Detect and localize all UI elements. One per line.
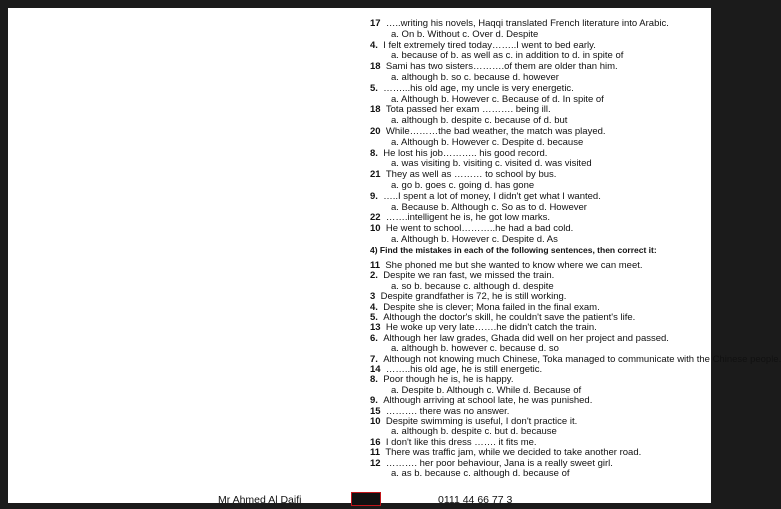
question-text: Sami has two sisters……….of them are older than him. <box>385 61 618 73</box>
section-title: 4) Find the mistakes in each of the following sentences, then correct it: <box>370 245 657 255</box>
question-number: 7. <box>370 353 378 365</box>
question-number: 8. <box>370 147 378 159</box>
options-text: a. although b. despite c. but d. because <box>391 426 557 438</box>
question-item <box>370 312 635 323</box>
options-text: a. because of b. as well as c. in addition to d. in spite of <box>391 50 624 62</box>
question-text: …..I spent a lot of money, I didn't get what I wanted. <box>383 190 601 202</box>
question-text: I felt extremely tired today……..I went to bed early. <box>383 39 596 51</box>
question-text: Although her law grades, Ghada did well on her project and passed. <box>383 332 669 344</box>
question-text: There was traffic jam, while we decided to take another road. <box>385 447 642 459</box>
footer-logo-box <box>351 492 381 506</box>
question-number: 21 <box>370 169 381 181</box>
question-item <box>370 83 574 94</box>
question-item <box>370 191 601 202</box>
answer-options <box>391 385 581 396</box>
question-number: 11 <box>370 260 381 271</box>
question-number: 9. <box>370 395 378 407</box>
question-item <box>370 40 596 51</box>
answer-options <box>391 281 554 292</box>
question-number: 14 <box>370 364 381 375</box>
options-text: a. go b. goes c. going d. has gone <box>391 180 535 191</box>
options-text: a. Although b. However c. Because of d. In spite of <box>391 93 604 105</box>
question-text: I don't like this dress ……. it fits me. <box>385 436 537 448</box>
options-text: a. Although b. However c. Despite d. As <box>391 234 558 245</box>
answer-options <box>391 343 559 354</box>
question-item <box>370 437 537 448</box>
answer-options <box>391 426 557 437</box>
question-item <box>370 223 573 234</box>
question-item <box>370 302 600 313</box>
question-item <box>370 270 554 281</box>
question-number: 11 <box>370 447 381 459</box>
answer-options <box>391 94 604 105</box>
question-text: Although the doctor's skill, he couldn't save the patient's life. <box>383 312 636 323</box>
question-text: Despite she is clever; Mona failed in the final exam. <box>383 301 600 313</box>
question-number: 18 <box>370 61 381 73</box>
question-text: While………the bad weather, the match was played. <box>385 126 606 137</box>
options-text: a. Because b. Although c. So as to d. However <box>391 201 587 213</box>
answer-options <box>391 468 570 479</box>
question-number: 4. <box>370 301 378 313</box>
options-text: a. Although b. However c. Despite d. because <box>391 136 584 148</box>
question-item <box>370 126 606 137</box>
answer-options <box>391 50 623 61</box>
question-item <box>370 374 514 385</box>
worksheet-page <box>8 8 781 506</box>
question-number: 12 <box>370 457 381 469</box>
answer-options <box>391 115 567 126</box>
question-item <box>370 416 577 427</box>
question-item <box>370 260 643 271</box>
question-item <box>370 406 509 417</box>
question-text: ……...his old age, my uncle is very energetic. <box>383 82 574 94</box>
question-text: Although arriving at school late, he was punished. <box>383 395 593 407</box>
answer-options <box>391 72 559 83</box>
question-number: 2. <box>370 270 378 282</box>
question-number: 5. <box>370 82 378 94</box>
question-item <box>370 212 550 223</box>
answer-options <box>391 202 587 213</box>
question-text: Although not knowing much Chinese, Toka managed to communicate with the Chinese people. <box>383 353 781 365</box>
question-item <box>370 333 669 344</box>
question-text: They as well as ……… to school by bus. <box>385 169 557 181</box>
question-item <box>370 61 618 72</box>
question-number: 5. <box>370 312 378 323</box>
question-number: 3 <box>370 291 376 303</box>
question-text: He went to school………..he had a bad cold. <box>385 223 574 235</box>
options-text: a. although b. despite c. because of d. but <box>391 115 568 127</box>
question-number: 22 <box>370 212 381 224</box>
question-number: 8. <box>370 374 378 386</box>
question-item <box>370 169 556 180</box>
options-text: a. as b. because c. although d. because of <box>391 468 570 479</box>
question-item <box>370 458 613 469</box>
question-number: 10 <box>370 223 381 235</box>
question-number: 9. <box>370 190 378 202</box>
question-text: ………. her poor behaviour, Jana is a really sweet girl. <box>385 457 613 469</box>
question-number: 17 <box>370 18 381 29</box>
question-item <box>370 322 597 333</box>
question-text: She phoned me but she wanted to know where we can meet. <box>385 260 643 271</box>
question-text: Despite swimming is useful, I don't practice it. <box>385 416 578 427</box>
answer-options <box>391 158 592 169</box>
question-number: 6. <box>370 332 378 344</box>
options-text: a. although b. however c. because d. so <box>391 343 559 355</box>
question-text: Despite grandfather is 72, he is still working. <box>380 291 567 303</box>
answer-options <box>391 29 538 40</box>
answer-options <box>391 234 558 245</box>
question-text: ………. there was no answer. <box>385 405 510 417</box>
question-text: Despite we ran fast, we missed the train. <box>383 270 555 282</box>
question-text: He woke up very late…….he didn't catch the train. <box>385 322 597 334</box>
options-text: a. so b. because c. although d. despite <box>391 280 554 292</box>
question-number: 15 <box>370 405 381 417</box>
question-number: 20 <box>370 126 381 137</box>
options-text: a. although b. so c. because d. however <box>391 72 559 83</box>
teacher-name: Mr Ahmed Al Daifi <box>218 494 302 506</box>
question-text: …….intelligent he is, he got low marks. <box>385 212 551 224</box>
options-text: a. On b. Without c. Over d. Despite <box>391 28 539 40</box>
question-text: …..writing his novels, Haqqi translated French literature into Arabic. <box>385 18 669 29</box>
answer-options <box>391 137 583 148</box>
question-item <box>370 104 551 115</box>
question-number: 13 <box>370 322 381 334</box>
question-number: 10 <box>370 416 381 427</box>
question-item <box>370 291 566 302</box>
question-item <box>370 395 592 406</box>
options-text: a. was visiting b. visiting c. visited d. was visited <box>391 158 592 170</box>
options-text: a. Despite b. Although c. While d. Because of <box>391 384 582 396</box>
question-number: 18 <box>370 104 381 116</box>
question-text: He lost his job……….. his good record. <box>383 147 548 159</box>
question-item <box>370 447 641 458</box>
answer-options <box>391 180 534 191</box>
question-item <box>370 18 669 29</box>
question-number: 4. <box>370 39 378 51</box>
question-item <box>370 364 542 375</box>
question-text: Poor though he is, he is happy. <box>383 374 514 386</box>
question-item <box>370 354 781 365</box>
teacher-phone: 0111 44 66 77 3 <box>438 494 513 506</box>
question-number: 16 <box>370 436 381 448</box>
question-item <box>370 148 547 159</box>
question-text: Tota passed her exam ………. being ill. <box>385 104 551 116</box>
question-text: ……..his old age, he is still energetic. <box>385 364 543 375</box>
